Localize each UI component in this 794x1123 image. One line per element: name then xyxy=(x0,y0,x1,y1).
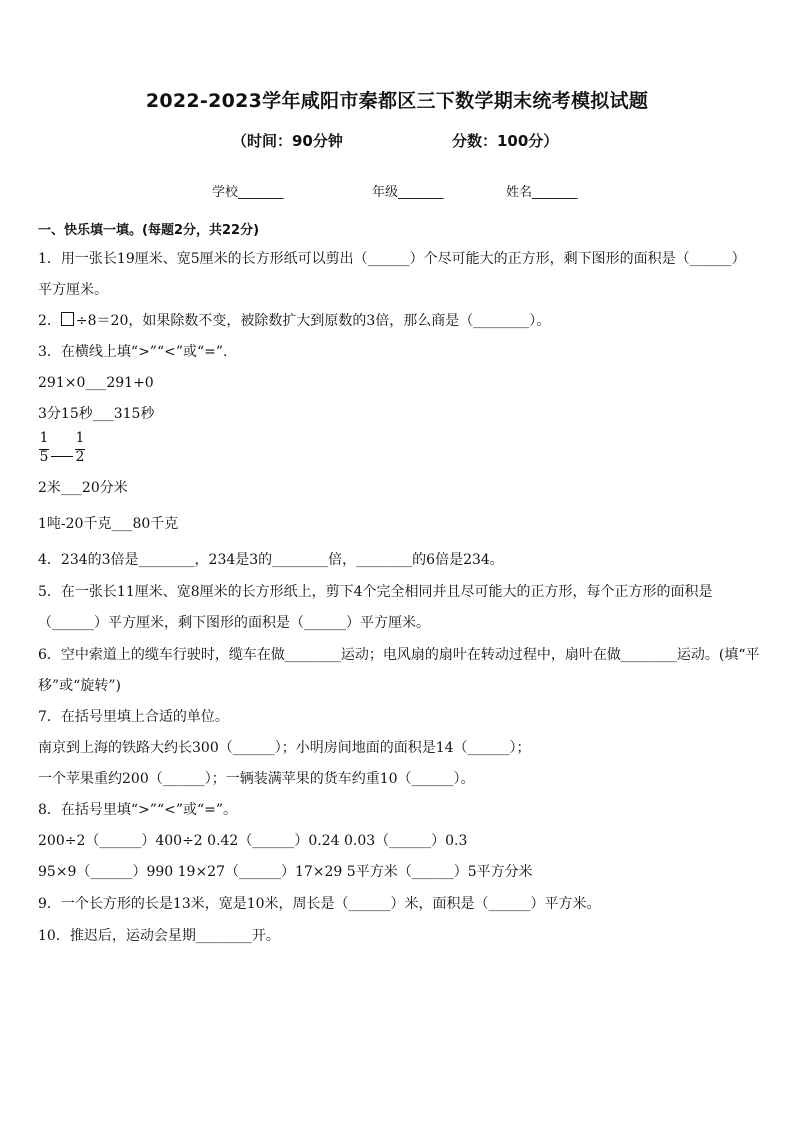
question-1-line-1: 1．用一张长19厘米、宽5厘米的长方形纸可以剪出（______）个尽可能大的正方形，剩下图形的面积是（______） xyxy=(38,251,746,267)
question-3-item-a: 291×0___291+0 xyxy=(38,375,154,391)
question-3-item-b: 3分15秒___315秒 xyxy=(38,406,155,422)
question-2-text: ÷8＝20，如果除数不变，被除数扩大到原数的3倍，那么商是（________）。 xyxy=(75,313,551,329)
question-3-line-1: 3．在横线上填“>”“<”或“=”. xyxy=(38,344,228,360)
question-6-line-2: 移”或“旋转”) xyxy=(38,678,121,694)
question-8-line-2: 200÷2（______）400÷2 0.42（______）0.24 0.03（______）0.3 xyxy=(38,833,468,849)
question-5-line-2: （______）平方厘米，剩下图形的面积是（______）平方厘米。 xyxy=(38,615,430,631)
question-7-line-3: 一个苹果重约200（______）；一辆装满苹果的货车约重10（______）。 xyxy=(38,771,475,787)
exam-title: 2022-2023学年咸阳市秦都区三下数学期末统考模拟试题 xyxy=(145,90,649,112)
question-7-line-1: 7．在括号里填上合适的单位。 xyxy=(38,709,229,725)
fraction-left-numerator: 1 xyxy=(39,430,49,446)
question-3-item-d: 2米___20分米 xyxy=(38,480,128,496)
answer-blank-line xyxy=(51,456,73,457)
question-5-line-1: 5．在一张长11厘米、宽8厘米的长方形纸上，剪下4个完全相同并且尽可能大的正方形，每个正方形的面积是 xyxy=(38,584,713,600)
question-8-line-3: 95×9（______）990 19×27（______）17×29 5平方米（______）5平方分米 xyxy=(38,864,533,880)
question-4: 4．234的3倍是________，234是3的________倍，________的6倍是234。 xyxy=(38,552,504,568)
question-8-line-1: 8．在括号里填“>”“<”或“=”。 xyxy=(38,802,238,818)
exam-score: 分数：100分） xyxy=(452,132,559,150)
blank-box-icon xyxy=(61,312,74,326)
question-10: 10．推迟后，运动会星期________开。 xyxy=(38,928,280,944)
question-2-number: 2． xyxy=(38,313,61,329)
question-7-line-2: 南京到上海的铁路大约长300（______）；小明房间地面的面积是14（______）； xyxy=(38,740,531,756)
question-3-fraction-item xyxy=(38,430,98,470)
section-heading: 一、快乐填一填。(每题2分，共22分) xyxy=(38,223,260,238)
name-field: 姓名_______ xyxy=(506,185,578,200)
school-field: 学校_______ xyxy=(212,185,284,200)
question-3-item-e: 1吨-20千克___80千克 xyxy=(38,516,179,532)
fraction-left-denominator: 5 xyxy=(39,449,49,465)
fraction-right-numerator: 1 xyxy=(75,430,85,446)
fraction-right-denominator: 2 xyxy=(75,449,85,465)
grade-field: 年级_______ xyxy=(372,185,444,200)
question-6-line-1: 6．空中索道上的缆车行驶时，缆车在做________运动；电风扇的扇叶在转动过程中，扇叶在做________运动。(填“平 xyxy=(38,647,760,663)
question-1-line-2: 平方厘米。 xyxy=(38,282,108,298)
exam-time: （时间：90分钟 xyxy=(232,132,343,150)
question-9: 9．一个长方形的长是13米，宽是10米，周长是（______）米，面积是（______）平方米。 xyxy=(38,896,601,912)
question-2 xyxy=(38,312,550,330)
